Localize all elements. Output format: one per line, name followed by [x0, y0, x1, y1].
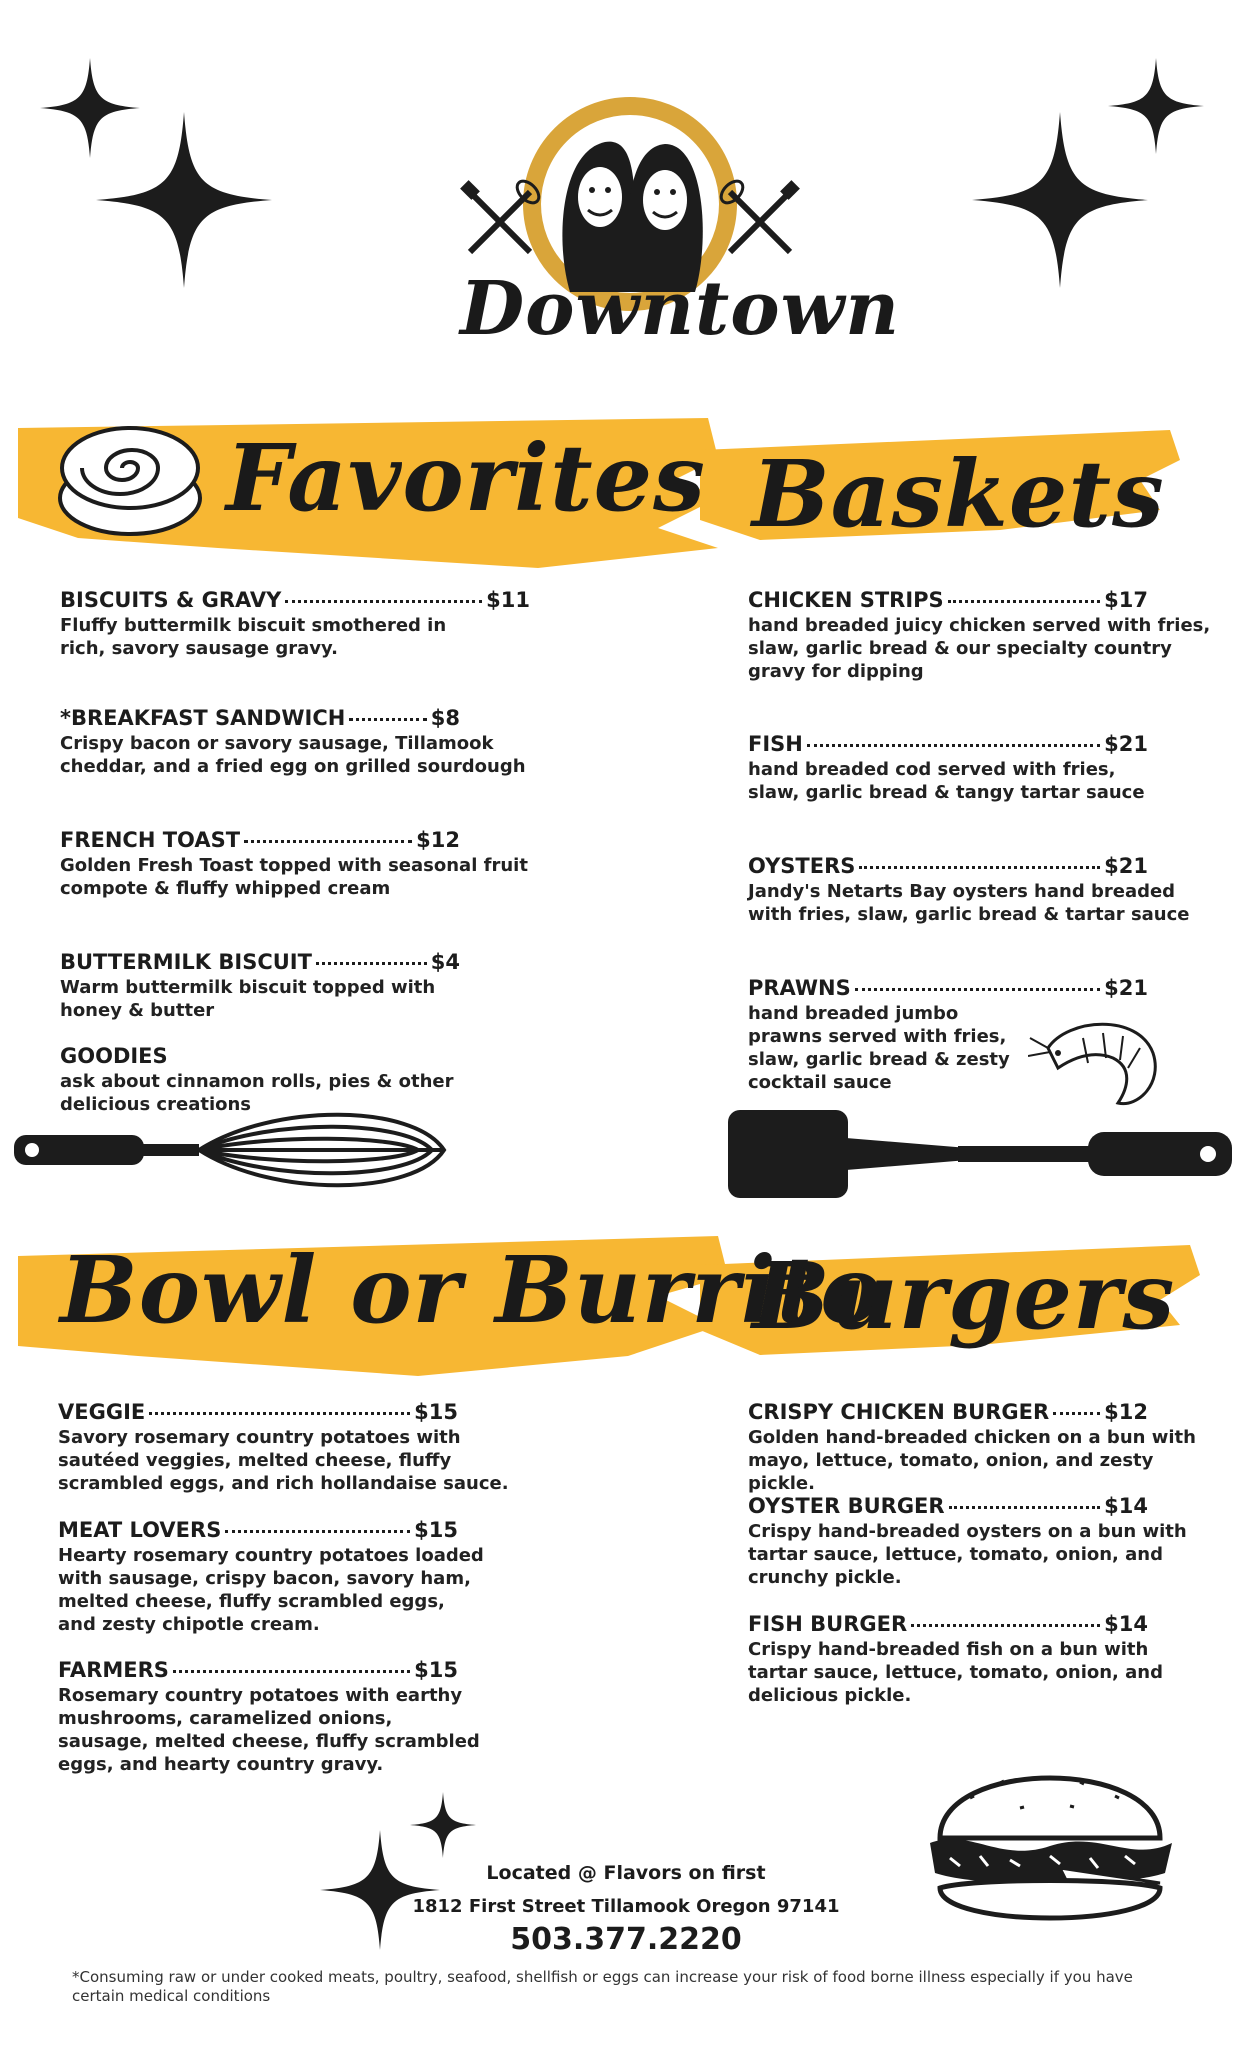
- item-description: Fluffy buttermilk biscuit smothered in rich, savory sausage gravy.: [60, 615, 447, 659]
- menu-item-meat-lovers: [58, 1518, 488, 1636]
- item-name: FRENCH TOAST: [60, 828, 241, 852]
- item-name: OYSTER BURGER: [748, 1494, 945, 1518]
- item-description: Hearty rosemary country potatoes loaded with sausage, crispy bacon, savory ham, melted cheese, fluffy scrambled eggs, and zesty chipotle cream.: [58, 1545, 484, 1635]
- item-description: Crispy hand-breaded fish on a bun with tartar sauce, lettuce, tomato, onion, and delicious pickle.: [748, 1639, 1163, 1706]
- item-description: Jandy's Netarts Bay oysters hand breaded with fries, slaw, garlic bread & tartar sauce: [748, 881, 1190, 925]
- item-price: $21: [1104, 976, 1148, 1000]
- item-name: BUTTERMILK BISCUIT: [60, 950, 312, 974]
- item-description: Warm buttermilk biscuit topped with honey & butter: [60, 977, 436, 1021]
- item-name: *BREAKFAST SANDWICH: [60, 706, 346, 730]
- item-description: Rosemary country potatoes with earthy mushrooms, caramelized onions, sausage, melted cheese, fluffy scrambled eggs, and hearty country gravy.: [58, 1685, 480, 1775]
- cinnamon-roll-icon: [55, 418, 205, 538]
- footer-disclaimer: *Consuming raw or under cooked meats, poultry, seafood, shellfish or eggs can increase your risk of food borne illness especially if you have certain medical conditions: [72, 1968, 1133, 2005]
- menu-item-fish: [748, 732, 1218, 804]
- favorites-title: Favorites: [226, 424, 706, 532]
- item-name: FISH: [748, 732, 803, 756]
- menu-item-biscuits-gravy: [60, 588, 530, 660]
- menu-item-farmers: [58, 1658, 488, 1776]
- item-description: Golden Fresh Toast topped with seasonal fruit compote & fluffy whipped cream: [60, 855, 528, 899]
- item-price: $11: [486, 588, 530, 612]
- menu-item-oyster-burger: [748, 1494, 1188, 1589]
- menu-item-fish-burger: [748, 1612, 1188, 1707]
- logo: [460, 92, 901, 362]
- menu-item-veggie: [58, 1400, 518, 1495]
- baskets-title: Baskets: [752, 440, 1165, 548]
- item-description: hand breaded cod served with fries, slaw, garlic bread & tangy tartar sauce: [748, 759, 1145, 803]
- item-price: $15: [414, 1658, 458, 1682]
- item-name: MEAT LOVERS: [58, 1518, 222, 1542]
- footer-location: Located @ Flavors on first: [486, 1862, 766, 1884]
- item-description: ask about cinnamon rolls, pies & other delicious creations: [60, 1071, 454, 1115]
- item-name: FARMERS: [58, 1658, 169, 1682]
- item-description: Crispy hand-breaded oysters on a bun with tartar sauce, lettuce, tomato, onion, and crunchy pickle.: [748, 1521, 1187, 1588]
- item-price: $21: [1104, 732, 1148, 756]
- item-price: $12: [1104, 1400, 1148, 1424]
- item-price: $14: [1104, 1494, 1148, 1518]
- burgers-title: Burgers: [752, 1242, 1176, 1350]
- footer-address: 1812 First Street Tillamook Oregon 97141: [412, 1896, 840, 1917]
- item-price: $21: [1104, 854, 1148, 878]
- menu-item-buttermilk-biscuit: [60, 950, 530, 1022]
- item-name: VEGGIE: [58, 1400, 146, 1424]
- prawn-icon: [1028, 1008, 1168, 1118]
- item-description: Golden hand-breaded chicken on a bun with mayo, lettuce, tomato, onion, and zesty pickle.: [748, 1427, 1196, 1494]
- item-name: OYSTERS: [748, 854, 856, 878]
- bowl-title: Bowl or Burrito: [60, 1236, 883, 1344]
- item-name: BISCUITS & GRAVY: [60, 588, 282, 612]
- item-name: FISH BURGER: [748, 1612, 908, 1636]
- menu-item-chicken-strips: [748, 588, 1218, 683]
- menu-item-goodies: [60, 1044, 530, 1116]
- item-description: hand breaded juicy chicken served with fries, slaw, garlic bread & our specialty country gravy for dipping: [748, 615, 1211, 682]
- sparkle-icon: [972, 112, 1148, 288]
- item-name: CRISPY CHICKEN BURGER: [748, 1400, 1050, 1424]
- item-description: Savory rosemary country potatoes with sautéed veggies, melted cheese, fluffy scrambled eggs, and rich hollandaise sauce.: [58, 1427, 509, 1494]
- menu-item-french-toast: [60, 828, 530, 900]
- item-name: PRAWNS: [748, 976, 851, 1000]
- menu-item-breakfast-sandwich: [60, 706, 530, 778]
- item-price: $14: [1104, 1612, 1148, 1636]
- item-price: $4: [430, 950, 460, 974]
- item-price: $12: [416, 828, 460, 852]
- item-description: Crispy bacon or savory sausage, Tillamook cheddar, and a fried egg on grilled sourdough: [60, 733, 526, 777]
- spatula-icon: [728, 1108, 1232, 1200]
- logo-wordmark: Downtown: [460, 266, 901, 352]
- menu-item-oysters: [748, 854, 1218, 926]
- item-name: GOODIES: [60, 1044, 168, 1068]
- item-price: $17: [1104, 588, 1148, 612]
- footer-phone: 503.377.2220: [510, 1922, 742, 1957]
- item-price: $8: [430, 706, 460, 730]
- item-price: $15: [414, 1518, 458, 1542]
- sparkle-icon: [96, 112, 272, 288]
- whisk-icon: [14, 1108, 454, 1194]
- item-description: hand breaded jumbo prawns served with fries, slaw, garlic bread & zesty cocktail sauce: [748, 1003, 1010, 1093]
- item-price: $15: [414, 1400, 458, 1424]
- item-name: CHICKEN STRIPS: [748, 588, 944, 612]
- menu-item-crispy-chicken-burger: [748, 1400, 1220, 1495]
